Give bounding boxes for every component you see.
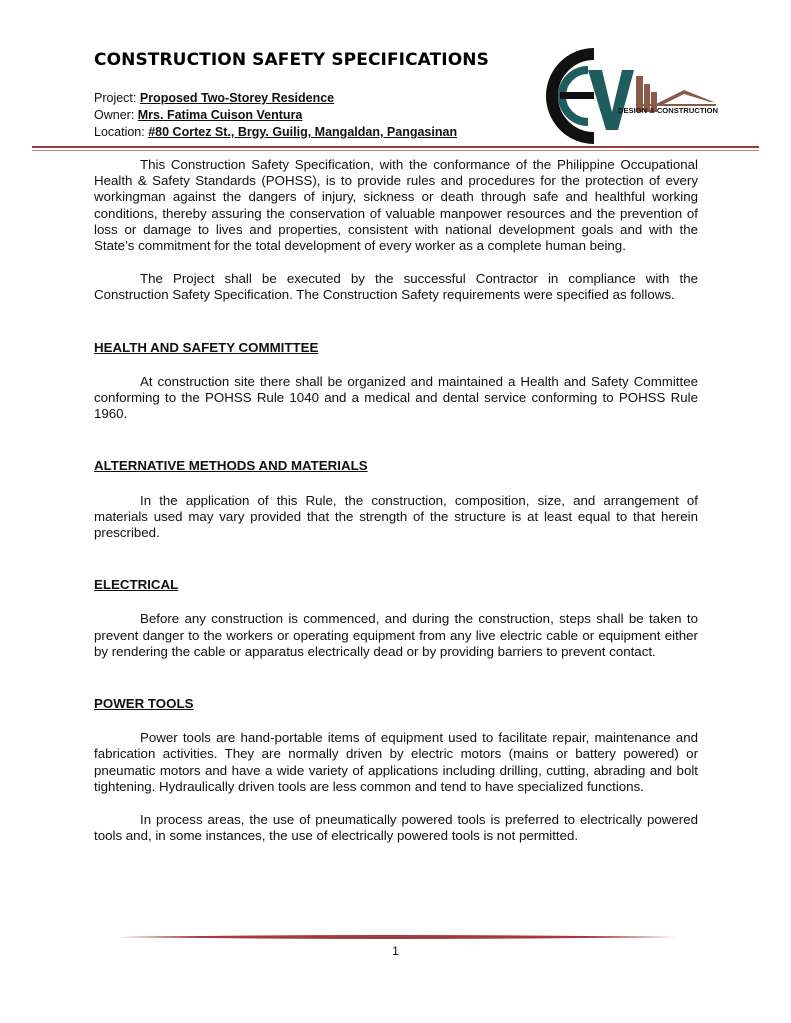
section-paragraph: Power tools are hand-portable items of equipment used to facilitate repair, maintenance and fabrication activities. They are normally driven by electric motors (mains or battery powered) or pneumatic motors and have a wide variety of applications including drilling, cutting, abrading and bolt tightening. Hydraulically driven tools are less common and tend to have specialized functions. [94, 730, 698, 794]
header-divider [32, 146, 759, 148]
intro-paragraph: This Construction Safety Specification, with the conformance of the Philippine Occupational Health & Safety Standards (POHSS), is to provide rules and procedures for the protection of every workingman against the dangers of injury, sickness or death through safe and healthful working conditions, thereby assuring the conservation of valuable manpower resources and the prevention of loss or damage to lives and properties, consistent with national development goals and with the State’s commitment for the total development of every worker as a complete human being. [94, 157, 698, 254]
logo-tagline: DESIGN & CONSTRUCTION [618, 106, 718, 115]
section-heading-power-tools: POWER TOOLS [94, 696, 194, 712]
company-logo [536, 46, 726, 146]
section-paragraph: At construction site there shall be organized and maintained a Health and Safety Committee conforming to the POHSS Rule 1040 and a medical and dental service conforming to POHSS Rule 1960. [94, 373, 698, 422]
location-label: Location: [94, 125, 149, 139]
owner-line [94, 108, 302, 122]
document-title: CONSTRUCTION SAFETY SPECIFICATIONS [94, 50, 489, 70]
logo-v-shape [588, 70, 634, 130]
project-line [94, 91, 334, 105]
section-paragraph: In the application of this Rule, the construction, composition, size, and arrangement of materials used may vary provided that the strength of the structure is at least equal to that herein prescribed. [94, 492, 698, 541]
intro-paragraph: The Project shall be executed by the successful Contractor in compliance with the Construction Safety Specification. The Construction Safety requirements were specified as follows. [94, 271, 698, 303]
location-line [94, 125, 457, 139]
footer-divider [118, 934, 676, 940]
owner-label: Owner: [94, 108, 138, 122]
logo-roof-shape [656, 90, 714, 106]
section-paragraph: In process areas, the use of pneumatically powered tools is preferred to electrically powered tools and, in some instances, the use of electrically powered tools is not permitted. [94, 812, 698, 844]
location-value: #80 Cortez St., Brgy. Guilig, Mangaldan, Pangasinan [148, 125, 458, 139]
section-heading-alternative-methods: ALTERNATIVE METHODS AND MATERIALS [94, 458, 368, 474]
section-heading-health-safety: HEALTH AND SAFETY COMMITTEE [94, 339, 319, 355]
document-body [94, 157, 698, 861]
page-number: 1 [392, 944, 399, 958]
project-value: Proposed Two-Storey Residence [139, 91, 335, 105]
section-paragraph: Before any construction is commenced, and during the construction, steps shall be taken to prevent danger to the workers or operating equipment from any live electric cable or equipment either by rendering the cable or apparatus electrically dead or by providing barriers to prevent contact. [94, 611, 698, 659]
section-heading-electrical: ELECTRICAL [94, 577, 179, 593]
project-label: Project: [94, 91, 140, 105]
header-divider-thin [32, 150, 759, 151]
owner-value: Mrs. Fatima Cuison Ventura [137, 108, 303, 122]
